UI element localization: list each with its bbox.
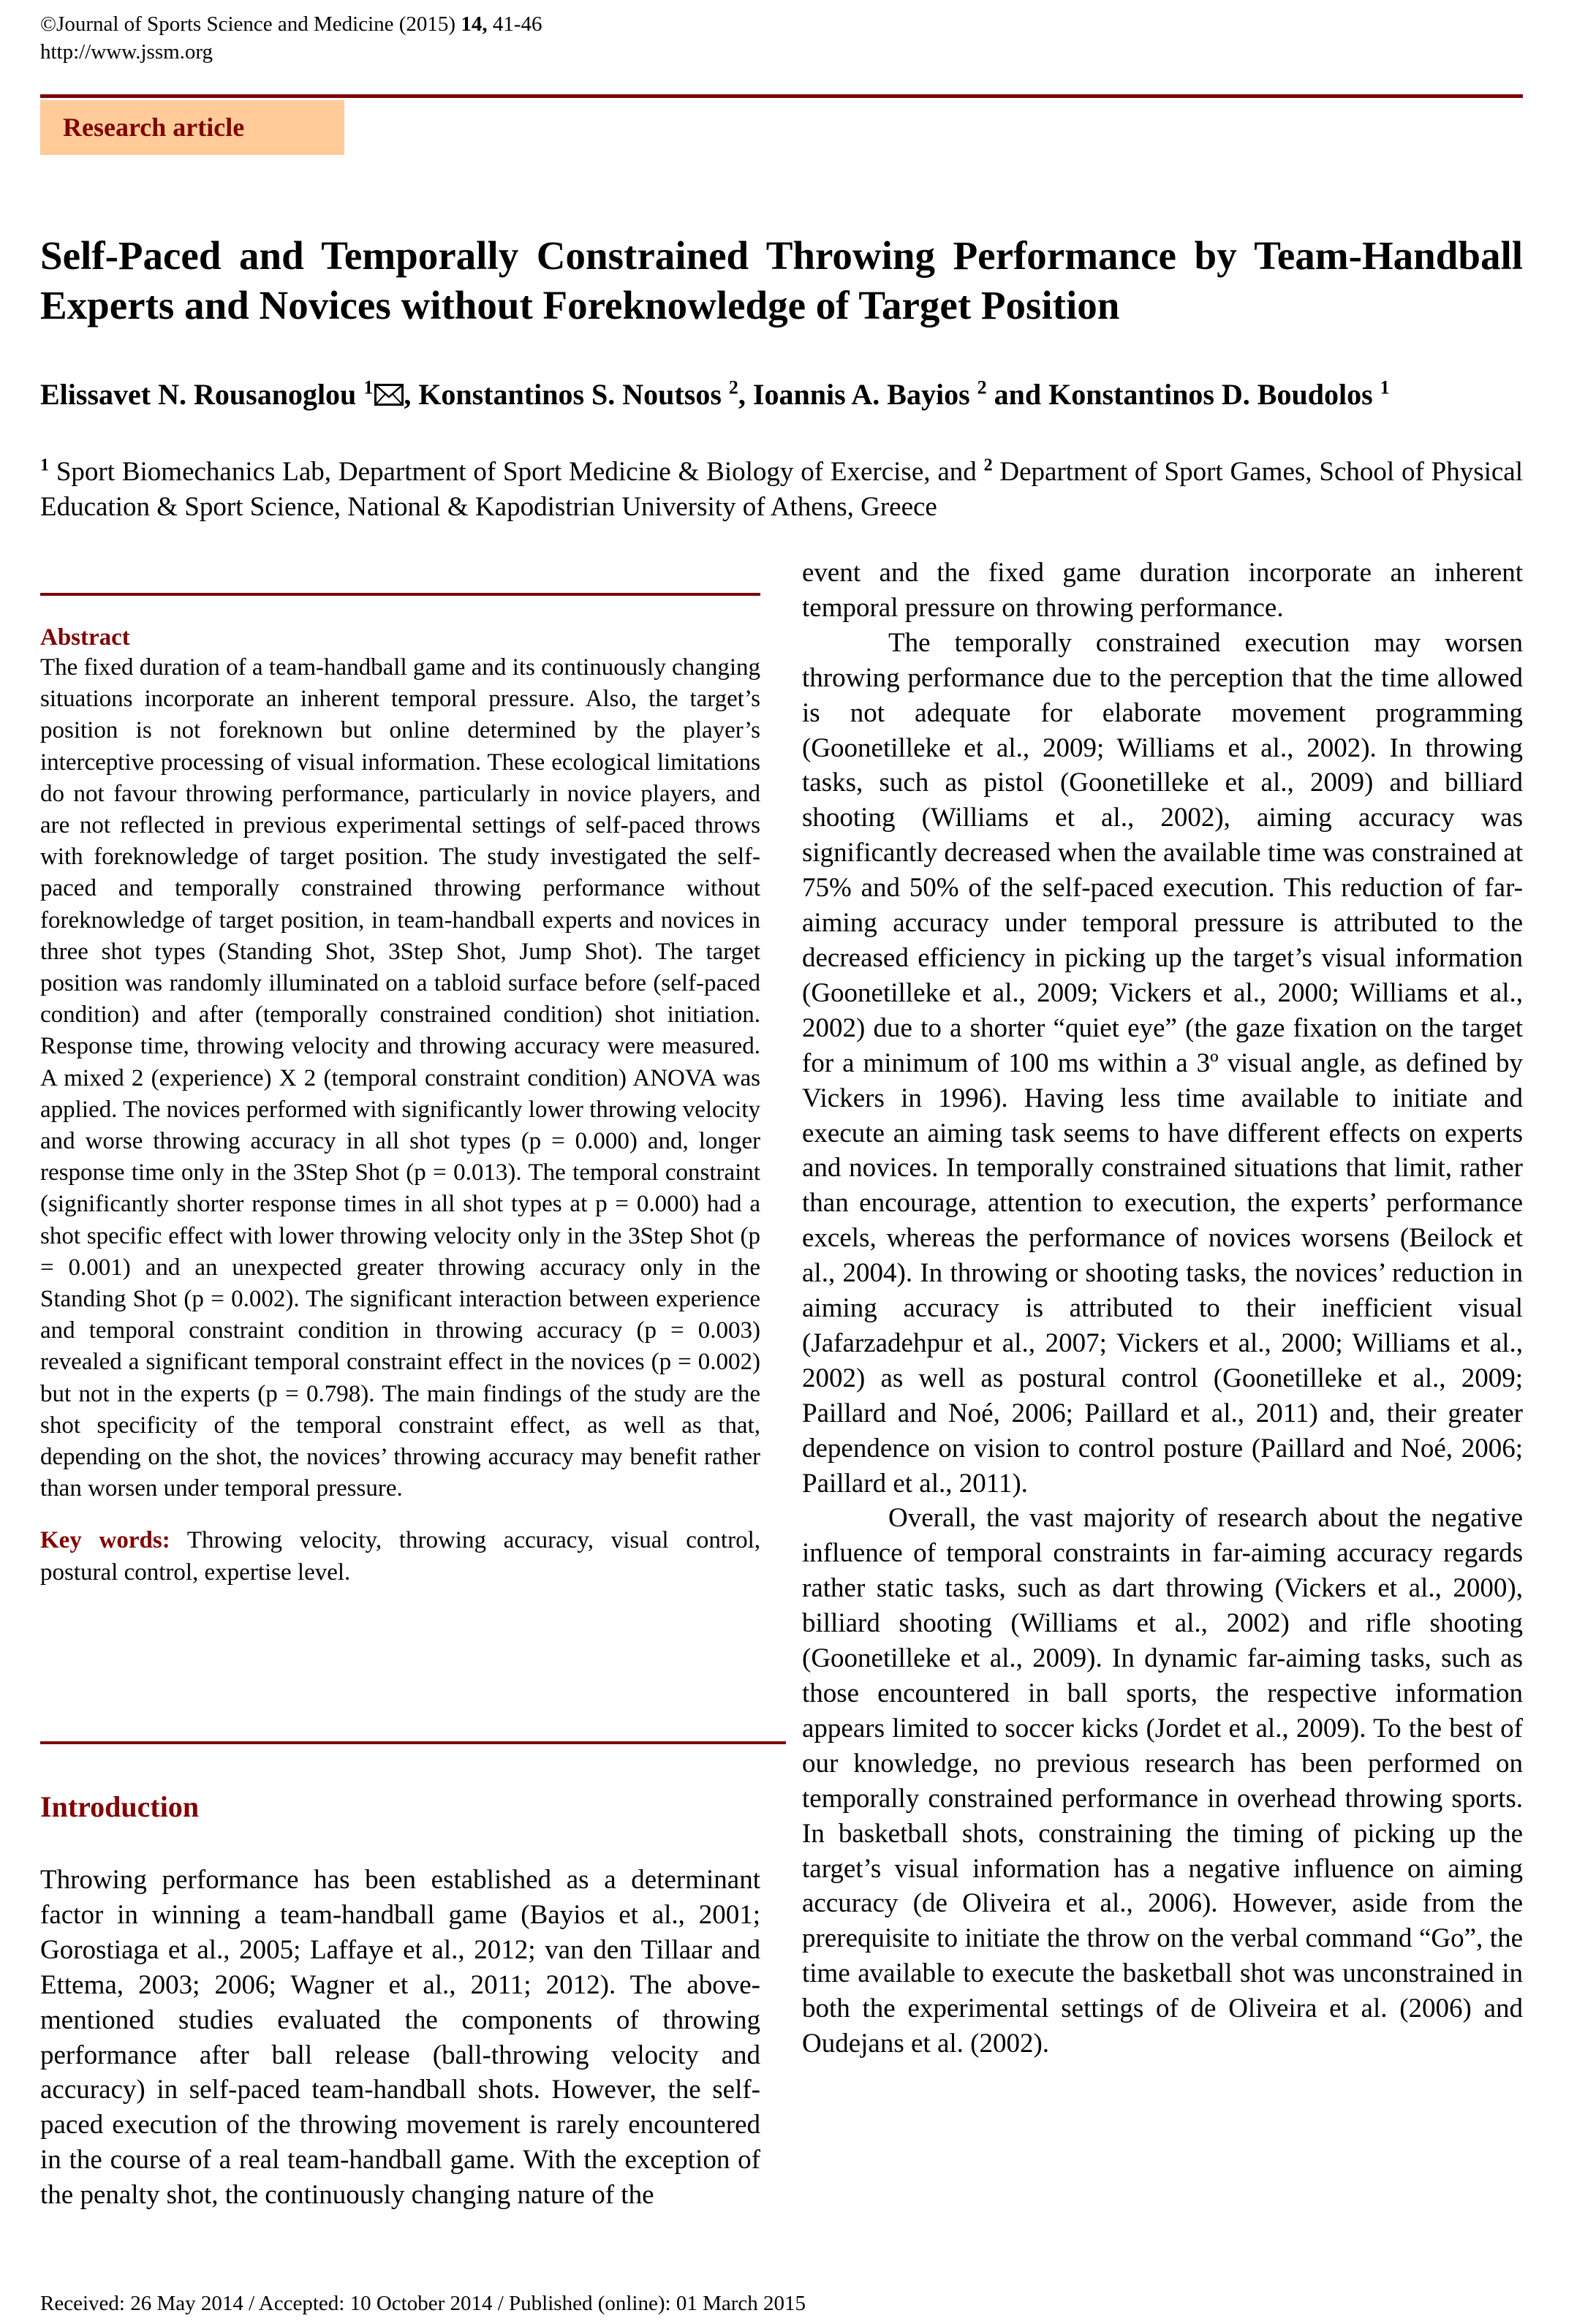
envelope-icon[interactable]	[374, 378, 404, 400]
introduction-right-column	[802, 556, 1523, 2061]
author-name: Konstantinos S. Noutsos	[418, 378, 722, 411]
author-name: Elissavet N. Rousanoglou	[40, 378, 357, 411]
abstract-top-divider	[40, 593, 760, 596]
affiliation-number: 2	[983, 455, 993, 475]
journal-volume: 14,	[461, 12, 488, 36]
body-paragraph: Throwing performance has been established as a determinant factor in winning a team-handball game (Bayios et al., 2001; Gorostiaga et al., 2005; Laffaye et al., 2012; van den Tillaar and Ettema, 2003; 2006; Wagner et al., 2011; 2012). The above-mentioned studies evaluated the components of throwing performance after ball release (ball-throwing velocity and accuracy) in self-paced team-handball shots. However, the self-paced execution of the throwing movement is rarely encountered in the course of a real team-handball game. With the exception of the penalty shot, the continuously changing nature of the	[40, 1865, 760, 2211]
abstract-section	[40, 623, 760, 1589]
abstract-text: The fixed duration of a team-handball game and its continuously changing situations incorporate an inherent temporal pressure. Also, the target’s position is not foreknown but online determined by the player’s interceptive processing of visual information. These ecological limitations do not favour throwing performance, particularly in novice players, and are not reflected in previous experimental settings of self-paced throws with foreknowledge of target position. The study investigated the self-paced and temporally constrained throwing performance without foreknowledge of target position, in team-handball experts and novices in three shot types (Standing Shot, 3Step Shot, Jump Shot). The target position was randomly illuminated on a tabloid surface before (self-paced condition) and after (temporally constrained condition) shot initiation. Response time, throwing velocity and throwing accuracy were measured. A mixed 2 (experience) X 2 (temporal constraint condition) ANOVA was applied. The novices performed with significantly lower throwing velocity and worse throwing accuracy in all shot types (p = 0.000) and, longer response time only in the 3Step Shot (p = 0.013). The temporal constraint (significantly shorter response times in all shot types at p = 0.000) had a shot specific effect with lower throwing velocity only in the 3Step Shot (p = 0.001) and an unexpected greater throwing accuracy only in the Standing Shot (p = 0.002). The significant interaction between experience and temporal constraint condition in throwing accuracy (p = 0.003) revealed a significant temporal constraint effect in the novices (p = 0.002) but not in the experts (p = 0.798). The main findings of the study are the shot specificity of the temporal constraint effect, as well as that, depending on the shot, the novices’ throwing accuracy may benefit rather than worsen under temporal pressure.	[40, 654, 760, 1502]
journal-pages: 41-46	[487, 12, 542, 36]
journal-name: ©Journal of Sports Science and Medicine (2015)	[40, 12, 461, 36]
journal-url[interactable]: http://www.jssm.org	[40, 40, 213, 64]
body-paragraph: event and the fixed game duration incorporate an inherent temporal pressure on throwing performance.	[802, 558, 1523, 623]
author-affiliation-mark: 2	[977, 376, 987, 398]
author-list	[40, 376, 1523, 413]
affiliation-2: Department of Sport Games, School of Physical Education & Sport Science, National & Kapodistrian University of Athens, Greece	[40, 457, 1523, 522]
keywords-label: Key words:	[40, 1527, 170, 1554]
abstract-bottom-divider	[40, 1741, 786, 1744]
keywords-list: Throwing velocity, throwing accuracy, visual control, postural control, expertise level.	[40, 1527, 760, 1586]
author-affiliation-mark: 1	[1380, 376, 1390, 398]
body-paragraph: Overall, the vast majority of research about the negative influence of temporal constraints in far-aiming accuracy regards rather static tasks, such as dart throwing (Vickers et al., 2000), billiard shooting (Williams et al., 2002) and rifle shooting (Goonetilleke et al., 2009). In dynamic far-aiming tasks, such as those encountered in ball sports, the respective information appears limited to soccer kicks (Jordet et al., 2009). To the best of our knowledge, no previous research has been performed on temporally constrained performance in overhead throwing sports. In basketball shots, constraining the timing of picking up the target’s visual information has a negative influence on aiming accuracy (de Oliveira et al., 2006). However, aside from the prerequisite to initiate the throw on the verbal command “Go”, the time available to execute the basketball shot was unconstrained in both the experimental settings of de Oliveira et al. (2006) and Oudejans et al. (2002).	[802, 1503, 1523, 2059]
affiliation-number: 1	[40, 455, 49, 475]
header-divider	[40, 94, 1523, 98]
author-affiliation-mark: 2	[728, 376, 738, 398]
author-name: Konstantinos D. Boudolos	[1048, 378, 1373, 411]
affiliations	[40, 455, 1523, 525]
journal-citation	[40, 10, 542, 38]
introduction-left-column	[40, 1863, 760, 2213]
affiliation-1: Sport Biomechanics Lab, Department of Sport Medicine & Biology of Exercise, and	[49, 457, 984, 487]
paper-title: Self-Paced and Temporally Constrained Throwing Performance by Team-Handball Experts and Novices without Foreknowledge of Target Position	[40, 233, 1523, 327]
abstract-heading: Abstract	[40, 624, 130, 651]
body-paragraph: The temporally constrained execution may worsen throwing performance due to the perception that the time allowed is not adequate for elaborate movement programming (Goonetilleke et al., 2009; Williams et al., 2002). In throwing tasks, such as pistol (Goonetilleke et al., 2009) and billiard shooting (Williams et al., 2002), aiming accuracy was significantly decreased when the available time was constrained at 75% and 50% of the self-paced execution. This reduction of far-aiming accuracy under temporal pressure is attributed to the decreased efficiency in picking up the target’s visual information (Goonetilleke et al., 2009; Vickers et al., 2000; Williams et al., 2002) due to a shorter “quiet eye” (the gaze fixation on the target for a minimum of 100 ms within a 3º visual angle, as defined by Vickers in 1996). Having less time available to initiate and execute an aiming task seems to have different effects on experts and novices. In temporally constrained situations that limit, rather than encourage, attention to execution, the experts’ performance excels, whereas the performance of novices worsens (Beilock et al., 2004). In throwing or shooting tasks, the novices’ reduction in aiming accuracy is attributed to their inefficient visual (Jafarzadehpur et al., 2007; Vickers et al., 2000; Williams et al., 2002) as well as postural control (Goonetilleke et al., 2009; Paillard and Noé, 2006; Paillard et al., 2011) and, their greater dependence on vision to control posture (Paillard and Noé, 2006; Paillard et al., 2011).	[802, 627, 1523, 1499]
author-name: Ioannis A. Bayios	[752, 378, 970, 411]
section-heading: Introduction	[40, 1790, 200, 1823]
article-type-label: Research article	[63, 113, 245, 142]
author-separator: and	[986, 378, 1049, 411]
article-type-badge	[40, 100, 344, 155]
author-affiliation-mark: 1	[363, 376, 374, 398]
publication-dates: Received: 26 May 2014 / Accepted: 10 October 2014 / Published (online): 01 March 2015	[40, 2292, 806, 2315]
author-separator: ,	[738, 378, 753, 411]
author-separator: ,	[404, 378, 419, 411]
keywords	[40, 1525, 760, 1588]
introduction-heading	[40, 1790, 760, 1825]
